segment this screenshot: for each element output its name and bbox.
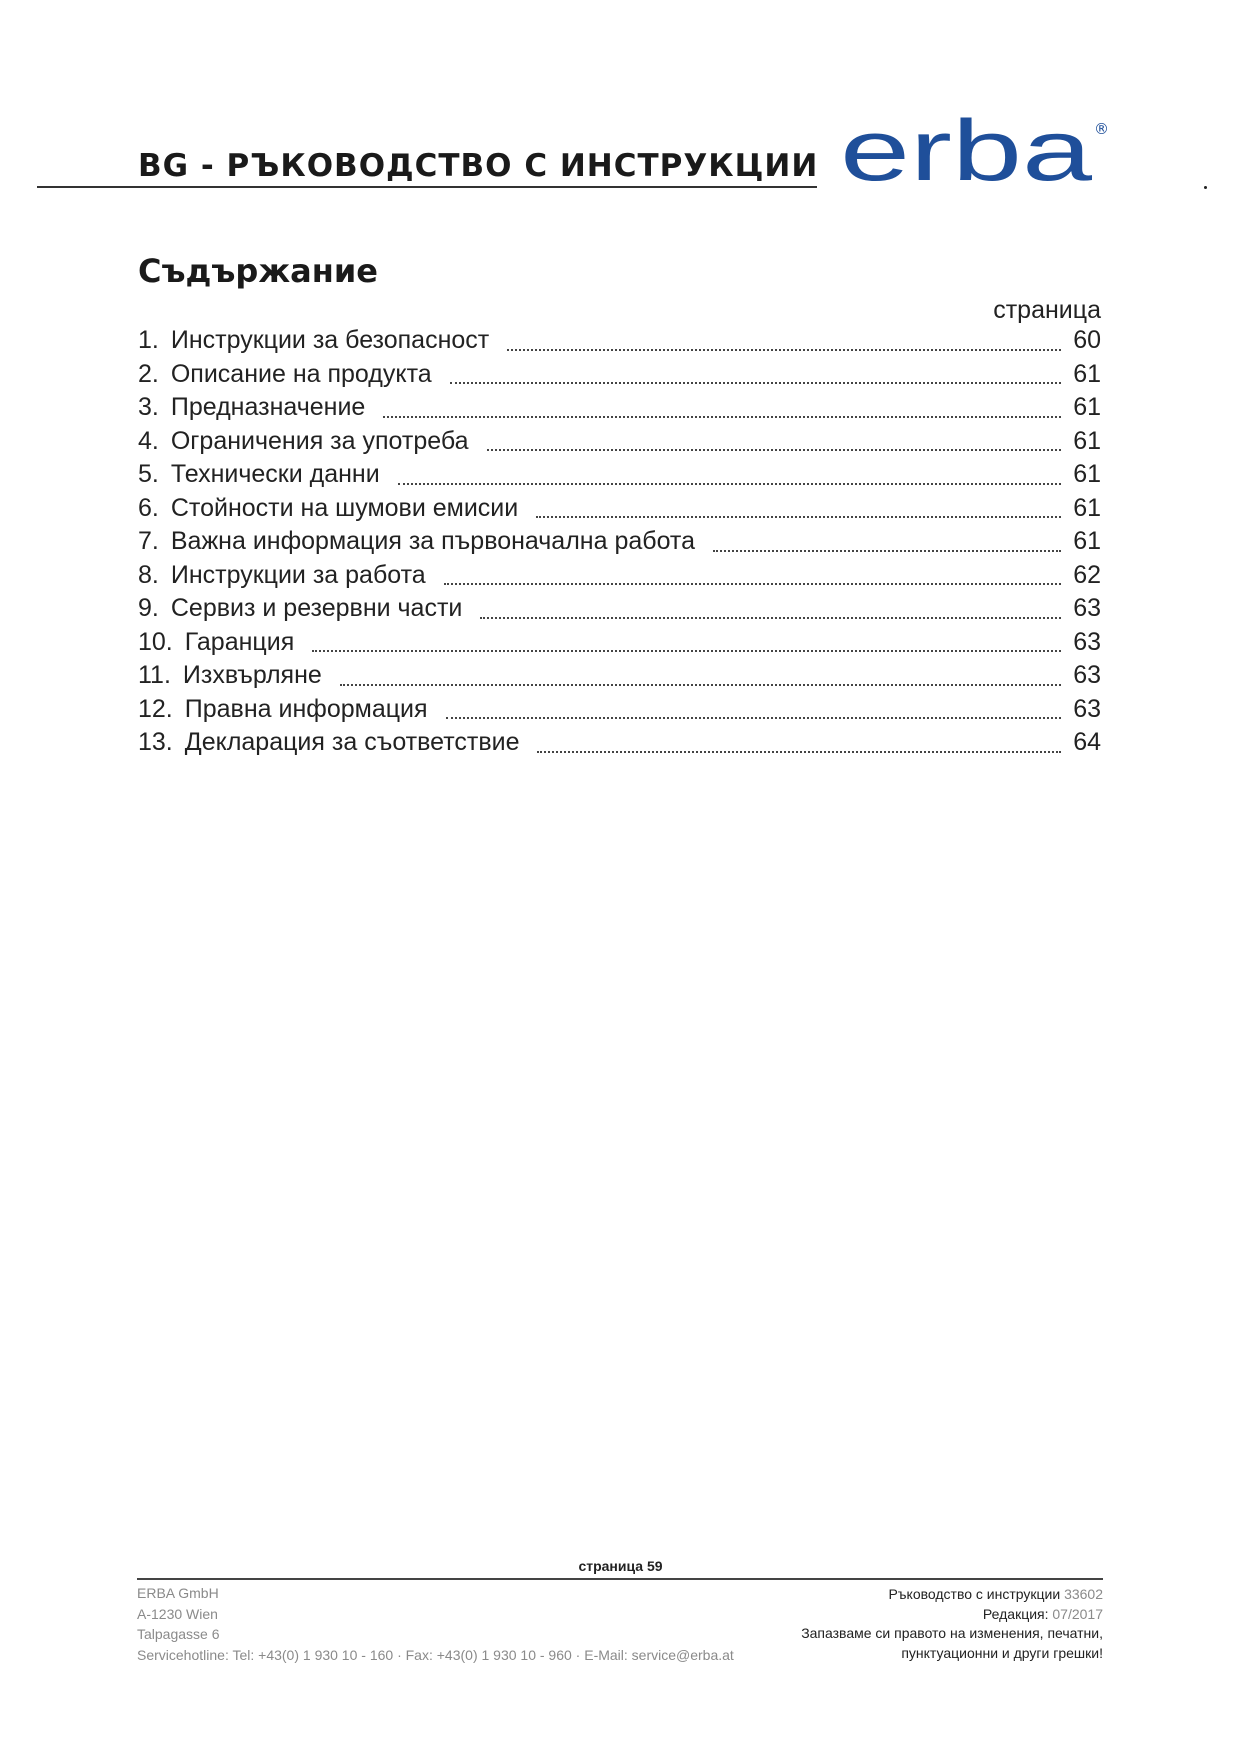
edition-label: Редакция: — [982, 1605, 1049, 1622]
document-info — [743, 1585, 1103, 1663]
registered-mark: ® — [1094, 120, 1109, 138]
toc-item[interactable] — [138, 360, 1101, 394]
toc-item[interactable] — [138, 393, 1101, 427]
toc-item-label: Изхвърляне — [182, 661, 322, 689]
dot-leader — [537, 751, 1061, 753]
toc-item-page: 61 — [1073, 460, 1101, 488]
stray-dot — [1204, 186, 1207, 189]
toc-item-number: 8. — [138, 560, 159, 589]
toc-item-label: Стойности на шумови емисии — [170, 493, 519, 522]
toc-list — [138, 326, 1101, 762]
edition — [743, 1605, 1103, 1625]
manual-reference — [743, 1585, 1103, 1605]
toc-item-label: Декларация за съответствие — [184, 728, 520, 756]
toc-item-page: 61 — [1073, 493, 1101, 522]
disclaimer-line-2: пунктуационни и други грешки! — [901, 1644, 1103, 1661]
erba-logo — [838, 108, 1118, 198]
toc-item[interactable] — [138, 594, 1101, 628]
toc-item-label: Ограничения за употреба — [170, 426, 469, 455]
toc-item[interactable] — [138, 494, 1101, 528]
document-title: BG - РЪКОВОДСТВО С ИНСТРУКЦИИ — [138, 148, 819, 184]
toc-item-number: 6. — [138, 493, 159, 522]
dot-leader — [507, 349, 1061, 351]
toc-item-page: 60 — [1073, 326, 1101, 354]
company-city: A-1230 Wien — [137, 1605, 218, 1622]
manual-label: Ръководство с инструкции — [888, 1586, 1061, 1602]
toc-item-number: 2. — [138, 359, 159, 388]
dot-leader — [383, 416, 1061, 418]
toc-item-label: Инструкции за безопасност — [170, 326, 490, 354]
toc-item-page: 62 — [1073, 560, 1101, 589]
dot-leader — [444, 583, 1061, 585]
toc-item-number: 12. — [138, 694, 173, 723]
footer-divider — [137, 1578, 1103, 1580]
disclaimer-line-1: Запазваме си правото на изменения, печатни, — [801, 1625, 1103, 1641]
dot-leader — [536, 516, 1061, 518]
company-street: Talpagasse 6 — [137, 1626, 220, 1642]
company-address — [137, 1583, 734, 1665]
toc-item[interactable] — [138, 695, 1101, 729]
toc-item-page: 61 — [1073, 359, 1101, 388]
toc-item-page: 61 — [1073, 393, 1101, 421]
toc-item[interactable] — [138, 728, 1101, 762]
toc-item-page: 61 — [1073, 426, 1101, 455]
toc-item-label: Важна информация за първоначална работа — [170, 527, 695, 555]
toc-item-label: Инструкции за работа — [170, 560, 426, 589]
dot-leader — [487, 449, 1061, 451]
dot-leader — [450, 382, 1061, 384]
page-column-label: страница — [993, 296, 1101, 324]
toc-item-label: Предназначение — [170, 393, 366, 421]
manual-number: 33602 — [1064, 1586, 1103, 1602]
toc-item[interactable] — [138, 561, 1101, 595]
edition-value: 07/2017 — [1052, 1605, 1103, 1622]
toc-item-page: 63 — [1073, 594, 1101, 622]
company-name: ERBA GmbH — [137, 1585, 219, 1601]
toc-item-number: 3. — [138, 393, 159, 421]
header-divider — [37, 186, 817, 188]
toc-item-label: Гаранция — [184, 627, 295, 656]
toc-item-number: 11. — [138, 661, 171, 689]
toc-title: Съдържание — [138, 252, 378, 290]
toc-item-page: 64 — [1073, 728, 1101, 756]
toc-item[interactable] — [138, 326, 1101, 360]
dot-leader — [480, 617, 1061, 619]
toc-item-number: 4. — [138, 426, 159, 455]
erba-logo-text: erba — [840, 108, 1093, 198]
dot-leader — [446, 717, 1061, 719]
toc-item[interactable] — [138, 628, 1101, 662]
toc-item-label: Технически данни — [170, 460, 380, 488]
dot-leader — [398, 483, 1061, 485]
toc-item-number: 5. — [138, 460, 159, 488]
toc-item-number: 13. — [138, 728, 173, 756]
toc-item-label: Описание на продукта — [170, 359, 432, 388]
toc-item-label: Сервиз и резервни части — [170, 594, 463, 622]
dot-leader — [340, 684, 1061, 686]
dot-leader — [713, 550, 1061, 552]
toc-item-page: 63 — [1073, 694, 1101, 723]
toc-item[interactable] — [138, 460, 1101, 494]
toc-item-number: 7. — [138, 527, 159, 555]
toc-item[interactable] — [138, 661, 1101, 695]
page-number: страница 59 — [578, 1558, 663, 1574]
toc-item-number: 10. — [138, 627, 173, 656]
toc-item-number: 9. — [138, 594, 159, 622]
service-hotline: Servicehotline: Tel: +43(0) 1 930 10 - 160 · Fax: +43(0) 1 930 10 - 960 · E-Mail: service@erba.at — [137, 1646, 734, 1663]
toc-item-page: 61 — [1073, 527, 1101, 555]
toc-item[interactable] — [138, 527, 1101, 561]
toc-item[interactable] — [138, 427, 1101, 461]
toc-item-page: 63 — [1073, 627, 1101, 656]
toc-item-number: 1. — [138, 326, 159, 354]
dot-leader — [312, 650, 1061, 652]
toc-item-page: 63 — [1073, 661, 1101, 689]
toc-item-label: Правна информация — [184, 694, 428, 723]
